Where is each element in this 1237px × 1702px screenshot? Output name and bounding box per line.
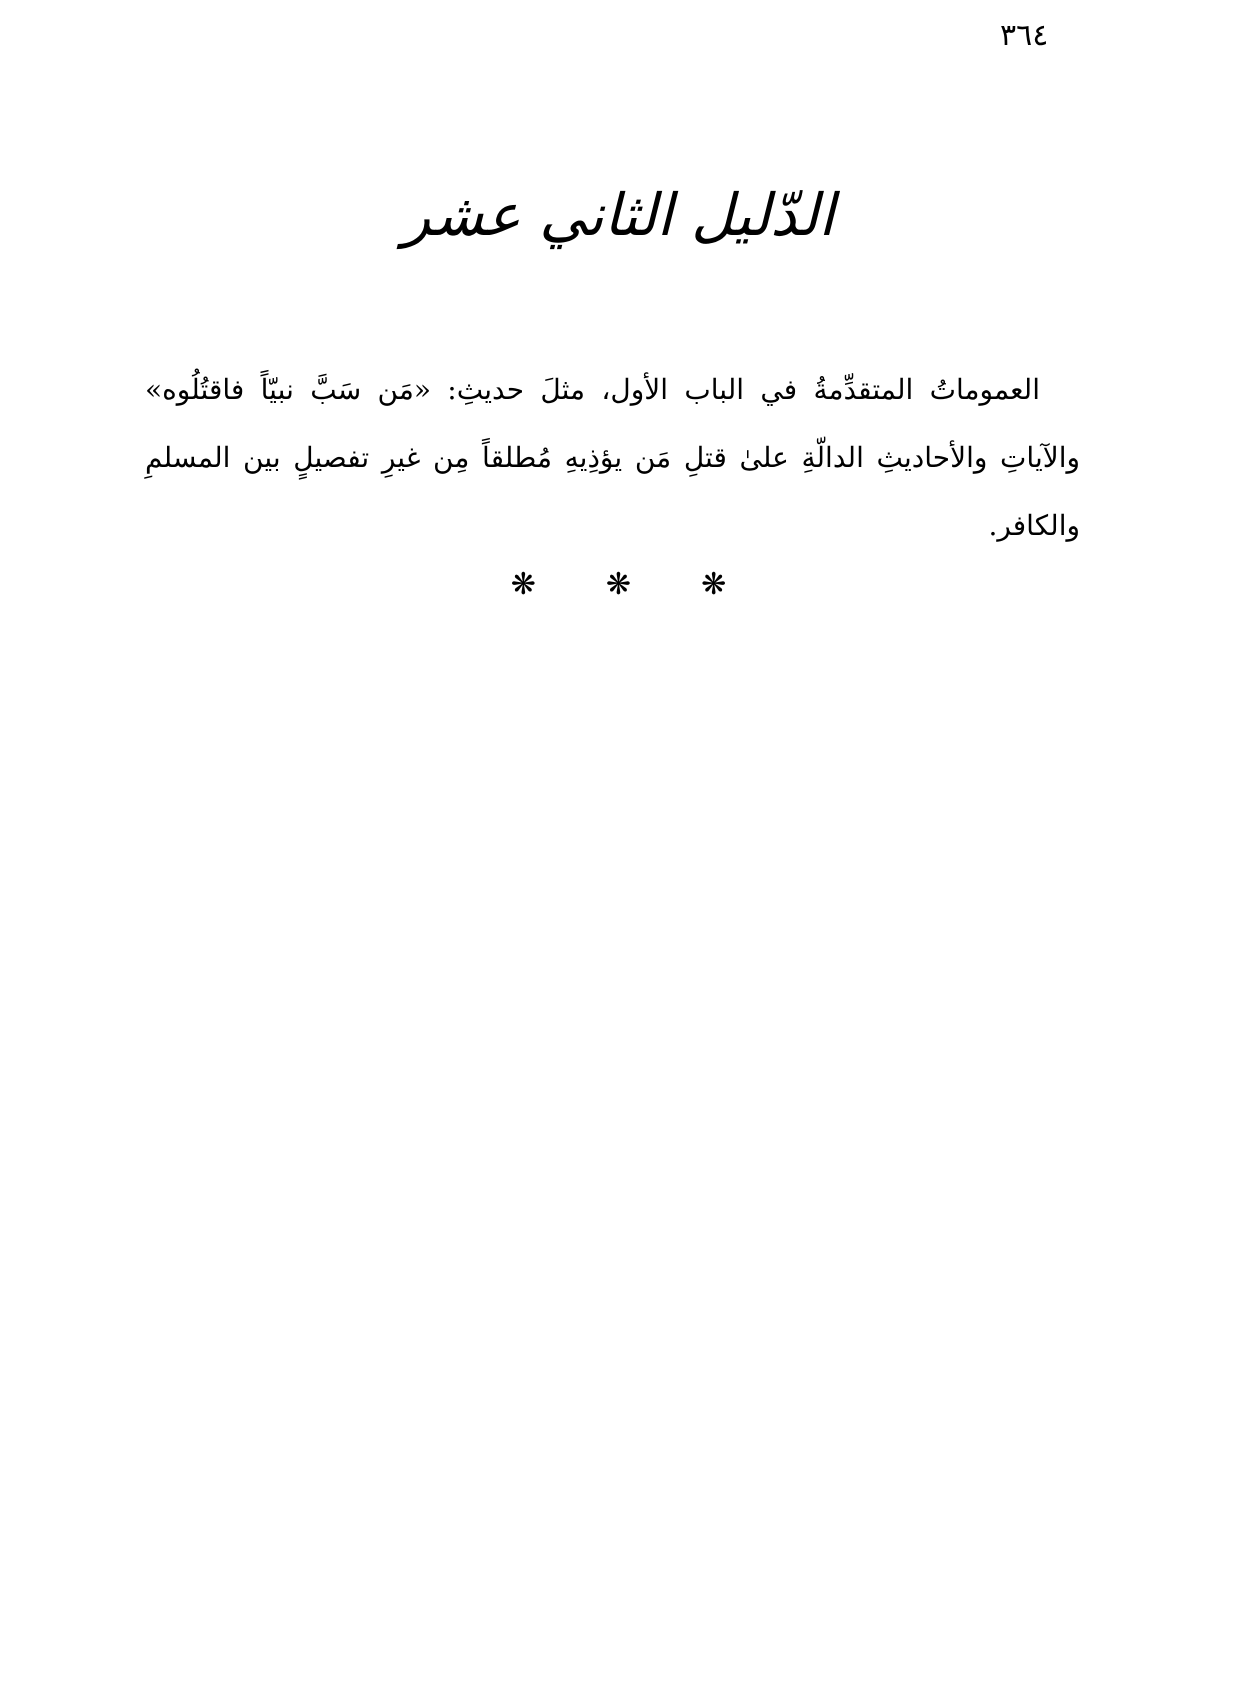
asterism-icon: ❋ [510,567,536,602]
chapter-title: الدّليل الثاني عشر [402,181,835,249]
asterism-icon: ❋ [701,567,727,602]
section-separator [0,565,1237,605]
asterism-icon: ❋ [605,567,632,602]
body-paragraph: العموماتُ المتقدِّمةُ في الباب الأول، مثلَ حديثِ: «مَن سَبَّ نبيّاً فاقتُلُوه» والآياتِ والأحاديثِ الدالّةِ علىٰ قتلِ مَن يؤذِيهِ مُطلقاً مِن غيرِ تفصيلٍ بين المسلمِ والكافر. [145,373,1080,542]
page-number: ٣٦٤ [1000,18,1049,53]
